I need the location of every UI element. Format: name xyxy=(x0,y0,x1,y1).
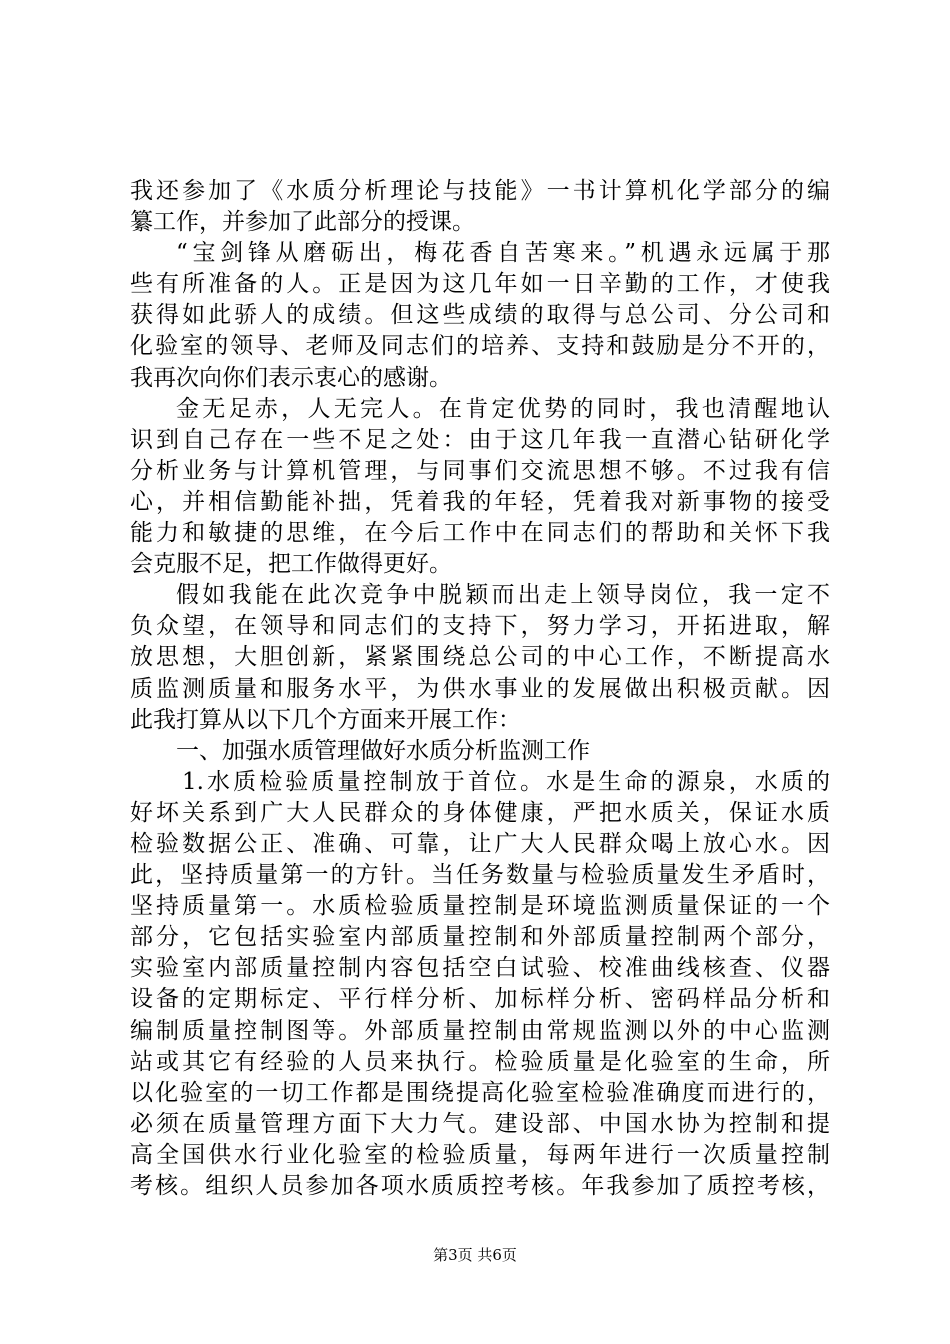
document-body xyxy=(130,176,830,1202)
text-line: 放思想，大胆创新，紧紧围绕总公司的中心工作，不断提高水 xyxy=(130,644,830,671)
text-line: 部分，它包括实验室内部质量控制和外部质量控制两个部分， xyxy=(130,924,830,951)
text-line: 设备的定期标定、平行样分析、加标样分析、密码样品分析和 xyxy=(130,986,830,1013)
text-line: 考核。组织人员参加各项水质质控考核。年我参加了质控考核， xyxy=(130,1173,830,1199)
text-line: 分析业务与计算机管理，与同事们交流思想不够。不过我有信 xyxy=(130,457,830,484)
text-line: 高全国供水行业化验室的检验质量，每两年进行一次质量控制 xyxy=(130,1141,830,1168)
text-line: 编制质量控制图等。外部质量控制由常规监测以外的中心监测 xyxy=(130,1017,830,1044)
text-line: 以化验室的一切工作都是围绕提高化验室检验准确度而进行的， xyxy=(130,1079,830,1106)
text-line: 我还参加了《水质分析理论与技能》一书计算机化学部分的编 xyxy=(130,178,830,204)
text-line: 化验室的领导、老师及同志们的培养、支持和鼓励是分不开的， xyxy=(130,333,830,360)
text-line: 识到自己存在一些不足之处：由于这几年我一直潜心钻研化学 xyxy=(130,426,830,453)
text-line: 能力和敏捷的思维，在今后工作中在同志们的帮助和关怀下我 xyxy=(130,520,830,547)
text-line: 纂工作，并参加了此部分的授课。 xyxy=(130,209,475,236)
paragraph-first-line: 假如我能在此次竞争中脱颖而出走上领导岗位，我一定不 xyxy=(176,582,830,609)
paragraph-first-line: “宝剑锋从磨砺出，梅花香自苦寒来。”机遇永远属于那 xyxy=(176,240,830,267)
page-number-label: 第3页 共6页 xyxy=(433,1246,517,1264)
text-line: 质监测质量和服务水平，为供水事业的发展做出积极贡献。因 xyxy=(130,675,830,702)
text-line: 必须在质量管理方面下大力气。建设部、中国水协为控制和提 xyxy=(130,1110,830,1137)
text-line: 我再次向你们表示衷心的感谢。 xyxy=(130,364,452,391)
text-line: 心，并相信勤能补拙，凭着我的年轻，凭着我对新事物的接受 xyxy=(130,488,830,515)
paragraph-first-line: 金无足赤，人无完人。在肯定优势的同时，我也清醒地认 xyxy=(176,395,830,422)
text-line: 检验数据公正、准确、可靠，让广大人民群众喝上放心水。因 xyxy=(130,830,830,857)
text-line: 此，坚持质量第一的方针。当任务数量与检验质量发生矛盾时， xyxy=(130,862,830,889)
text-line: 站或其它有经验的人员来执行。检验质量是化验室的生命，所 xyxy=(130,1048,830,1075)
text-line: 会克服不足，把工作做得更好。 xyxy=(130,551,452,578)
text-line: 坚持质量第一。水质检验质量控制是环境监测质量保证的一个 xyxy=(130,893,830,920)
page-footer xyxy=(0,1244,950,1265)
text-line: 实验室内部质量控制内容包括空白试验、校准曲线核查、仪器 xyxy=(130,955,830,982)
text-line: 好坏关系到广大人民群众的身体健康，严把水质关，保证水质 xyxy=(130,799,830,826)
numbered-item-first-line: 1.水质检验质量控制放于首位。水是生命的源泉，水质的 xyxy=(182,768,830,795)
section-heading: 一、加强水质管理做好水质分析监测工作 xyxy=(176,737,590,764)
text-line: 负众望，在领导和同志们的支持下，努力学习，开拓进取，解 xyxy=(130,613,830,640)
text-line: 获得如此骄人的成绩。但这些成绩的取得与总公司、分公司和 xyxy=(130,302,830,329)
text-line: 些有所准备的人。正是因为这几年如一日辛勤的工作，才使我 xyxy=(130,271,830,298)
text-line: 此我打算从以下几个方面来开展工作： xyxy=(130,706,521,733)
